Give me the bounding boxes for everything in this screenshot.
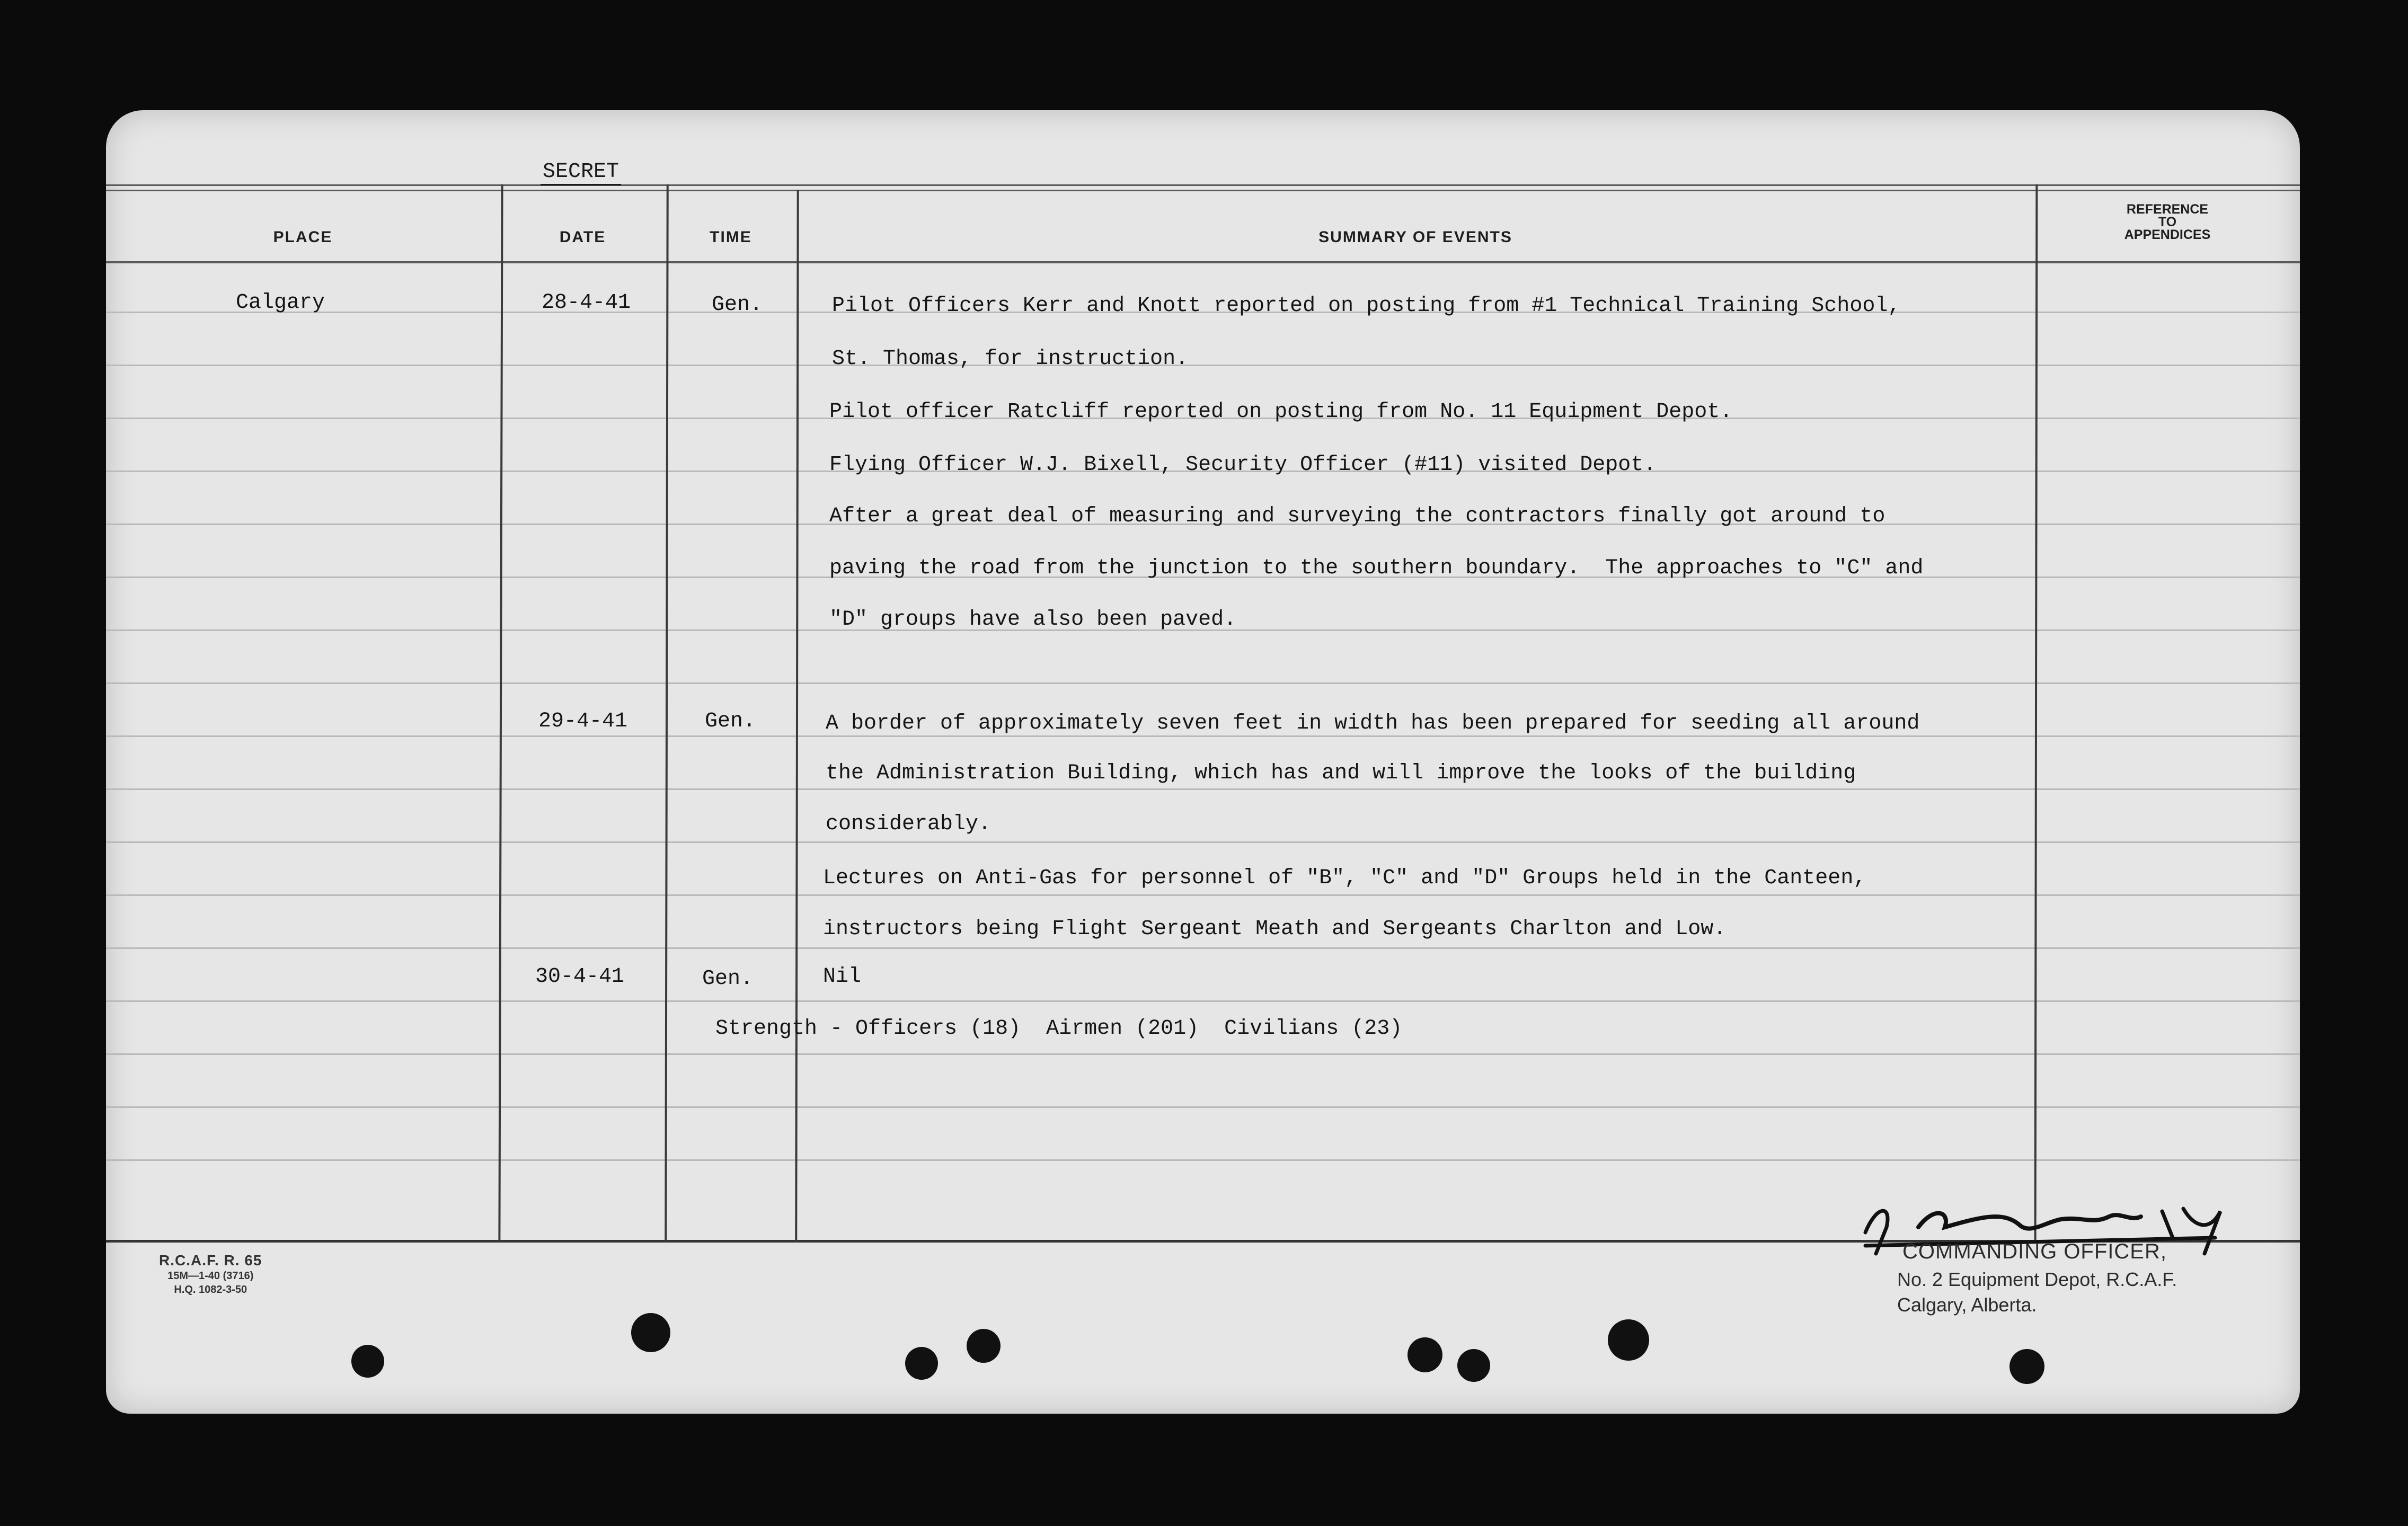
header-top-rule bbox=[106, 184, 2300, 186]
entry-date: 30-4-41 bbox=[535, 965, 625, 989]
header-bottom-rule bbox=[106, 261, 2300, 263]
summary-line: Pilot Officers Kerr and Knott reported on posting from #1 Technical Training School, bbox=[832, 294, 1901, 318]
form-hq-code: H.Q. 1082-3-50 bbox=[174, 1284, 247, 1296]
summary-line: Lectures on Anti-Gas for personnel of "B", "C" and "D" Groups held in the Canteen, bbox=[823, 866, 1866, 890]
column-divider-time bbox=[795, 190, 799, 1241]
header-reference-appendices: REFERENCE TO APPENDICES bbox=[2124, 202, 2211, 242]
signature-block bbox=[1844, 1195, 2247, 1316]
summary-line: instructors being Flight Sergeant Meath and Sergeants Charlton and Low. bbox=[823, 917, 1727, 941]
summary-line: Pilot officer Ratcliff reported on posting from No. 11 Equipment Depot. bbox=[829, 400, 1733, 424]
summary-line: Flying Officer W.J. Bixell, Security Officer (#11) visited Depot. bbox=[829, 453, 1657, 477]
header-summary: SUMMARY OF EVENTS bbox=[1318, 228, 1512, 246]
form-identifier bbox=[159, 1252, 262, 1297]
summary-line: After a great deal of measuring and surveying the contractors finally got around to bbox=[829, 504, 1885, 528]
entry-date: 29-4-41 bbox=[538, 709, 628, 733]
header-date: DATE bbox=[559, 228, 606, 246]
summary-line: "D" groups have also been paved. bbox=[829, 608, 1237, 632]
war-diary-card bbox=[106, 110, 2300, 1414]
entry-place: Calgary bbox=[236, 291, 325, 315]
form-number: R.C.A.F. R. 65 bbox=[159, 1252, 262, 1268]
secret-stamp: SECRET bbox=[541, 160, 621, 185]
signatory-location: Calgary, Alberta. bbox=[1897, 1294, 2037, 1316]
column-divider-date bbox=[665, 184, 668, 1241]
signatory-unit: No. 2 Equipment Depot, R.C.A.F. bbox=[1897, 1268, 2177, 1290]
summary-line: the Administration Building, which has and will improve the looks of the building bbox=[826, 761, 1856, 785]
strength-line: Strength - Officers (18) Airmen (201) Civilians (23) bbox=[715, 1017, 1403, 1041]
header-time: TIME bbox=[710, 228, 752, 246]
summary-line: considerably. bbox=[826, 812, 991, 836]
summary-line: A border of approximately seven feet in width has been prepared for seeding all around bbox=[826, 712, 1920, 735]
entry-date: 28-4-41 bbox=[542, 291, 631, 315]
entry-time: Gen. bbox=[705, 709, 756, 733]
entry-time: Gen. bbox=[702, 967, 754, 991]
header-top-rule-2 bbox=[106, 190, 2300, 191]
summary-line: paving the road from the junction to the southern boundary. The approaches to "C" and bbox=[829, 556, 1924, 580]
summary-line: Nil bbox=[823, 965, 862, 989]
summary-line: St. Thomas, for instruction. bbox=[832, 347, 1189, 371]
entry-time: Gen. bbox=[712, 293, 763, 317]
header-place: PLACE bbox=[273, 228, 333, 246]
column-divider-place bbox=[498, 184, 503, 1241]
column-divider-summary bbox=[2034, 184, 2038, 1241]
form-print-code: 15M—1-40 (3716) bbox=[167, 1270, 254, 1282]
signatory-title: COMMANDING OFFICER, bbox=[1902, 1240, 2167, 1263]
